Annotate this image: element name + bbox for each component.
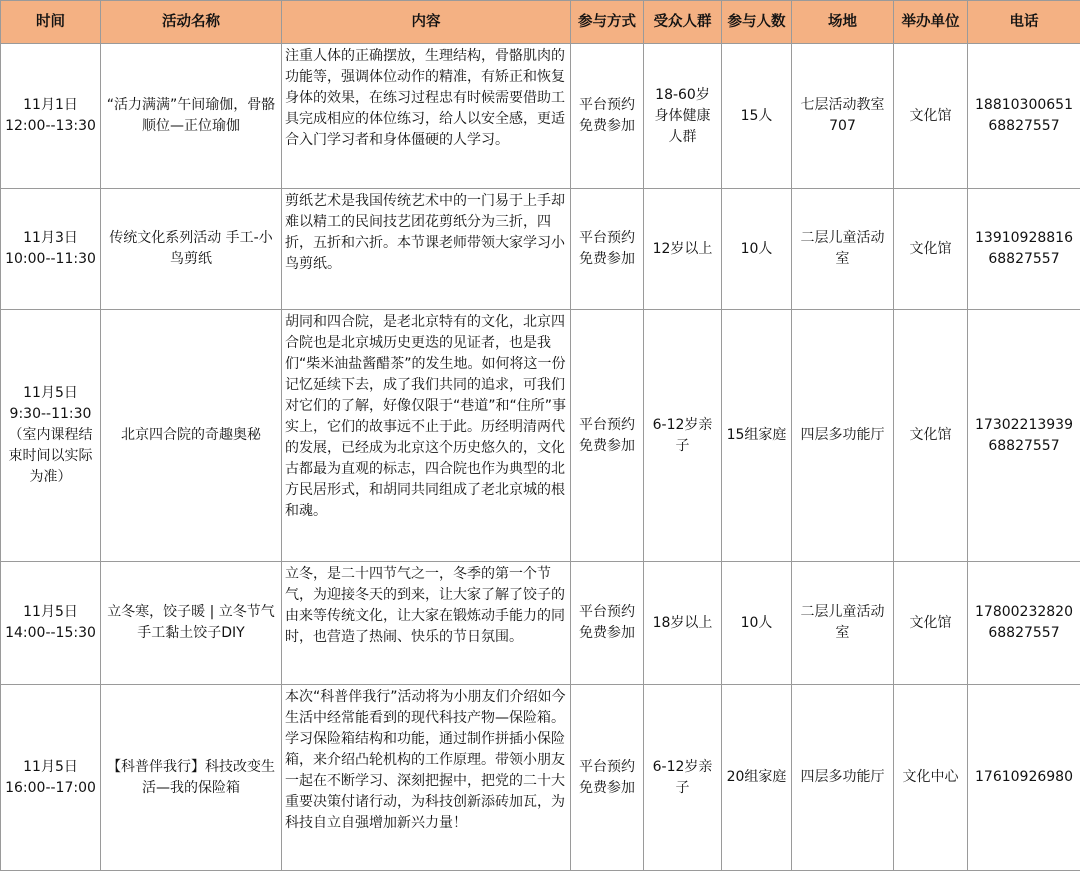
- phone-cell: 13910928816 68827557: [968, 189, 1080, 310]
- header-method: 参与方式: [571, 1, 644, 44]
- activity-name-cell: 传统文化系列活动 手工-小鸟剪纸: [101, 189, 282, 310]
- phone-cell: 17302213939 68827557: [968, 310, 1080, 562]
- activity-name-cell: 北京四合院的奇趣奥秘: [101, 310, 282, 562]
- content-cell: 立冬，是二十四节气之一，冬季的第一个节气，为迎接冬天的到来，让大家了解了饺子的由来等传统文化，让大家在锻炼动手能力的同时，也营造了热闹、快乐的节日氛围。: [282, 562, 571, 685]
- audience-cell: 12岁以上: [644, 189, 722, 310]
- time-cell: 11月5日 14:00--15:30: [1, 562, 101, 685]
- venue-cell: 七层活动教室 707: [792, 44, 894, 189]
- count-cell: 15人: [722, 44, 792, 189]
- header-audience: 受众人群: [644, 1, 722, 44]
- table-row: [1, 189, 1080, 310]
- header-activity-name: 活动名称: [101, 1, 282, 44]
- header-phone: 电话: [968, 1, 1080, 44]
- venue-cell: 四层多功能厅: [792, 310, 894, 562]
- method-cell: 平台预约 免费参加: [571, 685, 644, 871]
- header-time: 时间: [1, 1, 101, 44]
- count-cell: 15组家庭: [722, 310, 792, 562]
- count-cell: 10人: [722, 562, 792, 685]
- audience-cell: 18-60岁 身体健康 人群: [644, 44, 722, 189]
- time-cell: 11月5日 9:30--11:30 （室内课程结 束时间以实际 为准）: [1, 310, 101, 562]
- venue-cell: 二层儿童活动 室: [792, 562, 894, 685]
- count-cell: 10人: [722, 189, 792, 310]
- organizer-cell: 文化馆: [894, 189, 968, 310]
- method-cell: 平台预约 免费参加: [571, 562, 644, 685]
- venue-cell: 二层儿童活动 室: [792, 189, 894, 310]
- organizer-cell: 文化馆: [894, 310, 968, 562]
- table-row: [1, 685, 1080, 871]
- time-cell: 11月3日 10:00--11:30: [1, 189, 101, 310]
- phone-cell: 17800232820 68827557: [968, 562, 1080, 685]
- header-count: 参与人数: [722, 1, 792, 44]
- content-cell: 剪纸艺术是我国传统艺术中的一门易于上手却难以精工的民间技艺团花剪纸分为三折，四折，五折和六折。本节课老师带领大家学习小鸟剪纸。: [282, 189, 571, 310]
- content-cell: 注重人体的正确摆放，生理结构，骨骼肌肉的功能等，强调体位动作的精准，有矫正和恢复身体的效果，在练习过程忠有时候需要借助工具完成相应的体位练习，给人以安全感，更适合入门学习者和身体僵硬的人学习。: [282, 44, 571, 189]
- table-row: [1, 44, 1080, 189]
- audience-cell: 6-12岁亲 子: [644, 685, 722, 871]
- time-cell: 11月1日 12:00--13:30: [1, 44, 101, 189]
- activity-name-cell: 立冬寒，饺子暖 | 立冬节气手工黏土饺子DIY: [101, 562, 282, 685]
- audience-cell: 18岁以上: [644, 562, 722, 685]
- content-cell: 本次“科普伴我行”活动将为小朋友们介绍如今生活中经常能看到的现代科技产物—保险箱。学习保险箱结构和功能，通过制作拼插小保险箱，来介绍凸轮机构的工作原理。带领小朋友一起在不断学习、深刻把握中，把党的二十大重要决策付诸行动，为科技创新添砖加瓦，为科技自立自强增加新兴力量！: [282, 685, 571, 871]
- method-cell: 平台预约 免费参加: [571, 310, 644, 562]
- organizer-cell: 文化中心: [894, 685, 968, 871]
- header-row: [1, 1, 1080, 44]
- header-organizer: 举办单位: [894, 1, 968, 44]
- audience-cell: 6-12岁亲 子: [644, 310, 722, 562]
- count-cell: 20组家庭: [722, 685, 792, 871]
- method-cell: 平台预约 免费参加: [571, 189, 644, 310]
- time-cell: 11月5日 16:00--17:00: [1, 685, 101, 871]
- header-venue: 场地: [792, 1, 894, 44]
- header-content: 内容: [282, 1, 571, 44]
- table-row: [1, 562, 1080, 685]
- phone-cell: 17610926980: [968, 685, 1080, 871]
- organizer-cell: 文化馆: [894, 562, 968, 685]
- content-cell: 胡同和四合院，是老北京特有的文化，北京四合院也是北京城历史更迭的见证者，也是我们“柴米油盐酱醋茶”的发生地。如何将这一份记忆延续下去，成了我们共同的追求，可我们对它们的了解，好像仅限于“巷道”和“住所”事实上，它们的故事远不止于此。历经明清两代的发展，已经成为北京这个历史悠久的，文化古都最为直观的标志，四合院也作为典型的北方民居形式，和胡同共同组成了老北京城的根和魂。: [282, 310, 571, 562]
- activity-name-cell: 【科普伴我行】科技改变生活—我的保险箱: [101, 685, 282, 871]
- table-row: [1, 310, 1080, 562]
- organizer-cell: 文化馆: [894, 44, 968, 189]
- method-cell: 平台预约 免费参加: [571, 44, 644, 189]
- activity-name-cell: “活力满满”午间瑜伽，骨骼顺位—正位瑜伽: [101, 44, 282, 189]
- phone-cell: 18810300651 68827557: [968, 44, 1080, 189]
- venue-cell: 四层多功能厅: [792, 685, 894, 871]
